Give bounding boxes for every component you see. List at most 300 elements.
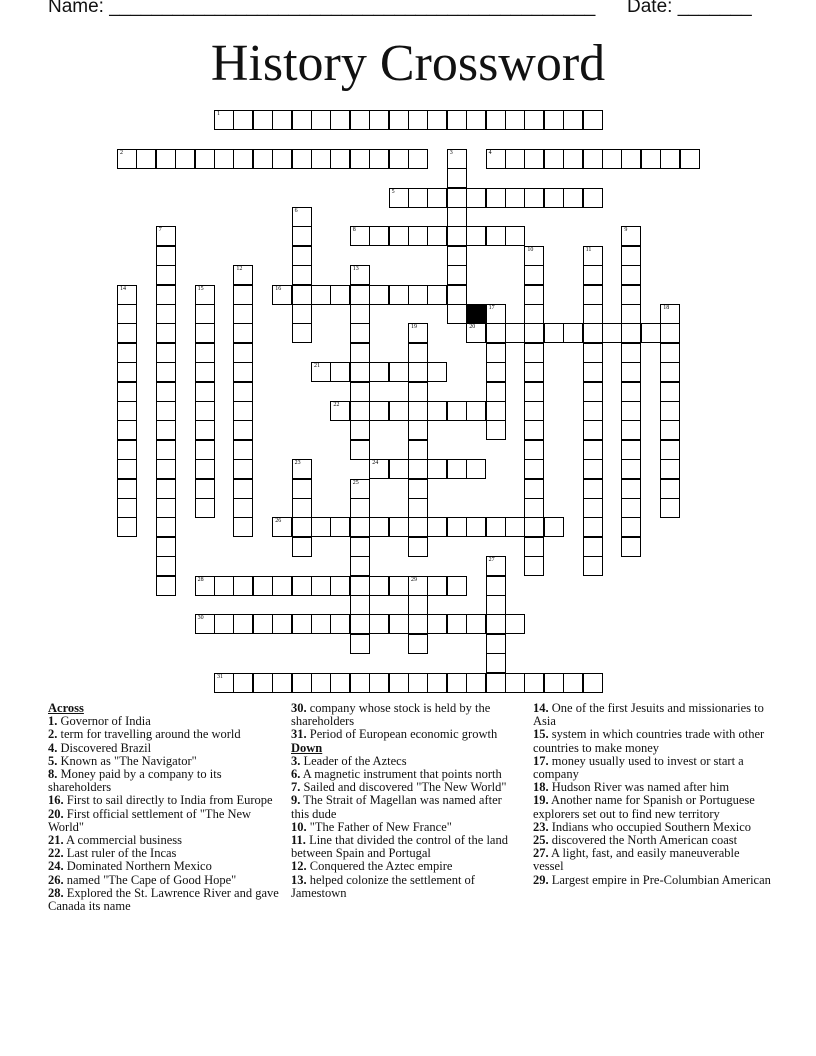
grid-cell[interactable] [350,110,370,130]
grid-cell[interactable] [117,479,137,499]
grid-cell[interactable] [195,382,215,402]
grid-cell[interactable] [621,304,641,324]
grid-cell[interactable] [524,382,544,402]
grid-cell[interactable] [292,537,312,557]
grid-cell[interactable] [563,110,583,130]
grid-cell[interactable] [350,304,370,324]
grid-cell[interactable] [660,304,680,324]
grid-cell[interactable] [447,110,467,130]
grid-cell[interactable] [447,207,467,227]
grid-cell[interactable] [621,226,641,246]
grid-cell[interactable] [292,149,312,169]
grid-cell[interactable] [292,246,312,266]
grid-cell[interactable] [660,382,680,402]
grid-cell[interactable] [486,595,506,615]
grid-cell[interactable] [563,149,583,169]
grid-cell[interactable] [486,517,506,537]
grid-cell[interactable] [583,420,603,440]
grid-cell[interactable] [544,110,564,130]
grid-cell[interactable] [505,110,525,130]
grid-cell[interactable] [233,362,253,382]
grid-cell[interactable] [233,401,253,421]
grid-cell[interactable] [369,614,389,634]
grid-cell[interactable] [292,498,312,518]
grid-cell[interactable] [447,149,467,169]
grid-cell[interactable] [389,614,409,634]
grid-cell[interactable] [621,343,641,363]
grid-cell[interactable] [233,459,253,479]
grid-cell[interactable] [408,382,428,402]
grid-cell[interactable] [195,362,215,382]
grid-cell[interactable] [621,285,641,305]
grid-cell[interactable] [486,576,506,596]
grid-cell[interactable] [292,479,312,499]
grid-cell[interactable] [505,673,525,693]
grid-cell[interactable] [311,673,331,693]
grid-cell[interactable] [311,285,331,305]
grid-cell[interactable] [311,576,331,596]
grid-cell[interactable] [350,673,370,693]
grid-cell[interactable] [156,149,176,169]
grid-cell[interactable] [466,517,486,537]
grid-cell[interactable] [389,576,409,596]
grid-cell[interactable] [156,382,176,402]
grid-cell[interactable] [680,149,700,169]
grid-cell[interactable] [466,323,486,343]
grid-cell[interactable] [350,362,370,382]
grid-cell[interactable] [350,323,370,343]
grid-cell[interactable] [447,188,467,208]
grid-cell[interactable] [660,149,680,169]
grid-cell[interactable] [389,362,409,382]
grid-cell[interactable] [621,517,641,537]
grid-cell[interactable] [233,304,253,324]
grid-cell[interactable] [583,265,603,285]
grid-cell[interactable] [524,440,544,460]
grid-cell[interactable] [311,362,331,382]
grid-cell[interactable] [311,149,331,169]
grid-cell[interactable] [524,673,544,693]
grid-cell[interactable] [214,673,234,693]
grid-cell[interactable] [583,246,603,266]
grid-cell[interactable] [660,401,680,421]
grid-cell[interactable] [292,226,312,246]
grid-cell[interactable] [389,226,409,246]
grid-cell[interactable] [233,265,253,285]
grid-cell[interactable] [350,576,370,596]
grid-cell[interactable] [195,459,215,479]
grid-cell[interactable] [156,420,176,440]
grid-cell[interactable] [195,343,215,363]
grid-cell[interactable] [408,226,428,246]
grid-cell[interactable] [621,420,641,440]
grid-cell[interactable] [524,246,544,266]
grid-cell[interactable] [292,304,312,324]
grid-cell[interactable] [583,401,603,421]
grid-cell[interactable] [389,285,409,305]
grid-cell[interactable] [214,576,234,596]
grid-cell[interactable] [233,517,253,537]
grid-cell[interactable] [292,673,312,693]
grid-cell[interactable] [350,420,370,440]
grid-cell[interactable] [195,614,215,634]
grid-cell[interactable] [272,673,292,693]
grid-cell[interactable] [292,285,312,305]
grid-cell[interactable] [350,401,370,421]
grid-cell[interactable] [117,343,137,363]
grid-cell[interactable] [117,362,137,382]
grid-cell[interactable] [583,517,603,537]
grid-cell[interactable] [486,420,506,440]
grid-cell[interactable] [447,517,467,537]
grid-cell[interactable] [272,285,292,305]
grid-cell[interactable] [486,634,506,654]
grid-cell[interactable] [214,110,234,130]
grid-cell[interactable] [233,420,253,440]
grid-cell[interactable] [505,226,525,246]
grid-cell[interactable] [272,110,292,130]
grid-cell[interactable] [156,401,176,421]
grid-cell[interactable] [486,188,506,208]
grid-cell[interactable] [524,401,544,421]
grid-cell[interactable] [253,110,273,130]
grid-cell[interactable] [156,246,176,266]
grid-cell[interactable] [660,440,680,460]
grid-cell[interactable] [369,362,389,382]
grid-cell[interactable] [350,498,370,518]
grid-cell[interactable] [544,517,564,537]
grid-cell[interactable] [486,110,506,130]
grid-cell[interactable] [408,343,428,363]
grid-cell[interactable] [117,498,137,518]
grid-cell[interactable] [641,149,661,169]
grid-cell[interactable] [330,401,350,421]
grid-cell[interactable] [350,479,370,499]
grid-cell[interactable] [486,149,506,169]
grid-cell[interactable] [524,459,544,479]
grid-cell[interactable] [350,285,370,305]
grid-cell[interactable] [660,420,680,440]
grid-cell[interactable] [311,614,331,634]
grid-cell[interactable] [486,382,506,402]
grid-cell[interactable] [233,498,253,518]
grid-cell[interactable] [369,110,389,130]
grid-cell[interactable] [447,226,467,246]
grid-cell[interactable] [233,440,253,460]
grid-cell[interactable] [583,362,603,382]
grid-cell[interactable] [524,285,544,305]
grid-cell[interactable] [195,440,215,460]
grid-cell[interactable] [427,459,447,479]
grid-cell[interactable] [563,673,583,693]
grid-cell[interactable] [369,459,389,479]
grid-cell[interactable] [524,556,544,576]
grid-cell[interactable] [195,285,215,305]
grid-cell[interactable] [272,517,292,537]
grid-cell[interactable] [156,517,176,537]
grid-cell[interactable] [583,440,603,460]
grid-cell[interactable] [156,362,176,382]
grid-cell[interactable] [427,517,447,537]
grid-cell[interactable] [486,343,506,363]
grid-cell[interactable] [311,517,331,537]
grid-cell[interactable] [369,576,389,596]
grid-cell[interactable] [505,517,525,537]
grid-cell[interactable] [292,459,312,479]
grid-cell[interactable] [621,440,641,460]
grid-cell[interactable] [233,382,253,402]
grid-cell[interactable] [486,673,506,693]
grid-cell[interactable] [233,149,253,169]
grid-cell[interactable] [524,517,544,537]
grid-cell[interactable] [214,614,234,634]
grid-cell[interactable] [602,149,622,169]
grid-cell[interactable] [117,440,137,460]
grid-cell[interactable] [583,110,603,130]
grid-cell[interactable] [117,401,137,421]
grid-cell[interactable] [156,265,176,285]
grid-cell[interactable] [660,479,680,499]
grid-cell[interactable] [524,479,544,499]
grid-cell[interactable] [660,459,680,479]
grid-cell[interactable] [369,517,389,537]
grid-cell[interactable] [408,576,428,596]
grid-cell[interactable] [505,149,525,169]
grid-cell[interactable] [195,323,215,343]
grid-cell[interactable] [427,673,447,693]
grid-cell[interactable] [466,226,486,246]
grid-cell[interactable] [408,537,428,557]
grid-cell[interactable] [156,479,176,499]
grid-cell[interactable] [330,576,350,596]
grid-cell[interactable] [524,323,544,343]
grid-cell[interactable] [408,498,428,518]
grid-cell[interactable] [621,459,641,479]
grid-cell[interactable] [350,614,370,634]
grid-cell[interactable] [156,537,176,557]
grid-cell[interactable] [389,459,409,479]
grid-cell[interactable] [389,517,409,537]
grid-cell[interactable] [524,149,544,169]
grid-cell[interactable] [621,537,641,557]
grid-cell[interactable] [408,595,428,615]
grid-cell[interactable] [583,459,603,479]
grid-cell[interactable] [350,440,370,460]
grid-cell[interactable] [292,576,312,596]
grid-cell[interactable] [233,479,253,499]
grid-cell[interactable] [447,265,467,285]
grid-cell[interactable] [583,479,603,499]
grid-cell[interactable] [389,401,409,421]
grid-cell[interactable] [621,323,641,343]
grid-cell[interactable] [466,673,486,693]
grid-cell[interactable] [466,614,486,634]
grid-cell[interactable] [621,479,641,499]
grid-cell[interactable] [195,401,215,421]
grid-cell[interactable] [544,149,564,169]
grid-cell[interactable] [486,401,506,421]
grid-cell[interactable] [292,614,312,634]
grid-cell[interactable] [350,343,370,363]
grid-cell[interactable] [330,362,350,382]
grid-cell[interactable] [621,382,641,402]
grid-cell[interactable] [583,382,603,402]
grid-cell[interactable] [156,498,176,518]
grid-cell[interactable] [369,149,389,169]
grid-cell[interactable] [156,440,176,460]
grid-cell[interactable] [156,226,176,246]
grid-cell[interactable] [292,323,312,343]
grid-cell[interactable] [233,576,253,596]
grid-cell[interactable] [524,188,544,208]
grid-cell[interactable] [583,537,603,557]
grid-cell[interactable] [524,498,544,518]
grid-cell[interactable] [408,634,428,654]
grid-cell[interactable] [621,401,641,421]
grid-cell[interactable] [524,343,544,363]
grid-cell[interactable] [330,149,350,169]
grid-cell[interactable] [583,673,603,693]
grid-cell[interactable] [486,226,506,246]
grid-cell[interactable] [350,265,370,285]
grid-cell[interactable] [369,226,389,246]
grid-cell[interactable] [544,188,564,208]
grid-cell[interactable] [233,673,253,693]
grid-cell[interactable] [408,673,428,693]
grid-cell[interactable] [350,556,370,576]
grid-cell[interactable] [253,576,273,596]
grid-cell[interactable] [253,673,273,693]
grid-cell[interactable] [350,517,370,537]
grid-cell[interactable] [233,285,253,305]
grid-cell[interactable] [621,498,641,518]
grid-cell[interactable] [447,459,467,479]
grid-cell[interactable] [583,323,603,343]
grid-cell[interactable] [660,362,680,382]
grid-cell[interactable] [408,479,428,499]
grid-cell[interactable] [195,498,215,518]
grid-cell[interactable] [447,673,467,693]
grid-cell[interactable] [408,285,428,305]
grid-cell[interactable] [524,110,544,130]
grid-cell[interactable] [233,323,253,343]
grid-cell[interactable] [505,614,525,634]
grid-cell[interactable] [583,556,603,576]
grid-cell[interactable] [466,401,486,421]
grid-cell[interactable] [505,323,525,343]
grid-cell[interactable] [524,304,544,324]
grid-cell[interactable] [195,304,215,324]
grid-cell[interactable] [486,304,506,324]
grid-cell[interactable] [350,634,370,654]
grid-cell[interactable] [117,420,137,440]
grid-cell[interactable] [466,459,486,479]
grid-cell[interactable] [214,149,234,169]
grid-cell[interactable] [621,362,641,382]
grid-cell[interactable] [117,323,137,343]
grid-cell[interactable] [195,420,215,440]
grid-cell[interactable] [389,149,409,169]
grid-cell[interactable] [156,556,176,576]
grid-cell[interactable] [660,343,680,363]
grid-cell[interactable] [292,110,312,130]
grid-cell[interactable] [253,614,273,634]
grid-cell[interactable] [117,304,137,324]
grid-cell[interactable] [408,188,428,208]
grid-cell[interactable] [408,440,428,460]
grid-cell[interactable] [505,188,525,208]
grid-cell[interactable] [117,382,137,402]
grid-cell[interactable] [427,226,447,246]
grid-cell[interactable] [447,614,467,634]
grid-cell[interactable] [660,323,680,343]
grid-cell[interactable] [486,323,506,343]
grid-cell[interactable] [408,362,428,382]
grid-cell[interactable] [427,285,447,305]
grid-cell[interactable] [621,149,641,169]
grid-cell[interactable] [524,265,544,285]
grid-cell[interactable] [272,149,292,169]
grid-cell[interactable] [408,149,428,169]
grid-cell[interactable] [330,285,350,305]
grid-cell[interactable] [427,188,447,208]
grid-cell[interactable] [369,401,389,421]
grid-cell[interactable] [486,614,506,634]
grid-cell[interactable] [350,149,370,169]
grid-cell[interactable] [641,323,661,343]
grid-cell[interactable] [466,110,486,130]
grid-cell[interactable] [156,285,176,305]
grid-cell[interactable] [117,459,137,479]
grid-cell[interactable] [524,537,544,557]
grid-cell[interactable] [156,304,176,324]
grid-cell[interactable] [602,323,622,343]
grid-cell[interactable] [563,188,583,208]
grid-cell[interactable] [350,226,370,246]
grid-cell[interactable] [350,382,370,402]
grid-cell[interactable] [447,246,467,266]
grid-cell[interactable] [233,343,253,363]
grid-cell[interactable] [427,110,447,130]
grid-cell[interactable] [253,149,273,169]
grid-cell[interactable] [233,614,253,634]
grid-cell[interactable] [389,110,409,130]
grid-cell[interactable] [544,323,564,343]
grid-cell[interactable] [660,498,680,518]
grid-cell[interactable] [524,420,544,440]
grid-cell[interactable] [389,673,409,693]
grid-cell[interactable] [292,517,312,537]
grid-cell[interactable] [369,285,389,305]
grid-cell[interactable] [621,265,641,285]
grid-cell[interactable] [621,246,641,266]
grid-cell[interactable] [195,479,215,499]
grid-cell[interactable] [136,149,156,169]
grid-cell[interactable] [408,614,428,634]
grid-cell[interactable] [350,537,370,557]
grid-cell[interactable] [583,188,603,208]
grid-cell[interactable] [330,517,350,537]
grid-cell[interactable] [117,517,137,537]
grid-cell[interactable] [447,304,467,324]
grid-cell[interactable] [447,168,467,188]
grid-cell[interactable] [117,285,137,305]
grid-cell[interactable] [408,517,428,537]
grid-cell[interactable] [427,401,447,421]
grid-cell[interactable] [427,576,447,596]
grid-cell[interactable] [233,110,253,130]
grid-cell[interactable] [447,285,467,305]
